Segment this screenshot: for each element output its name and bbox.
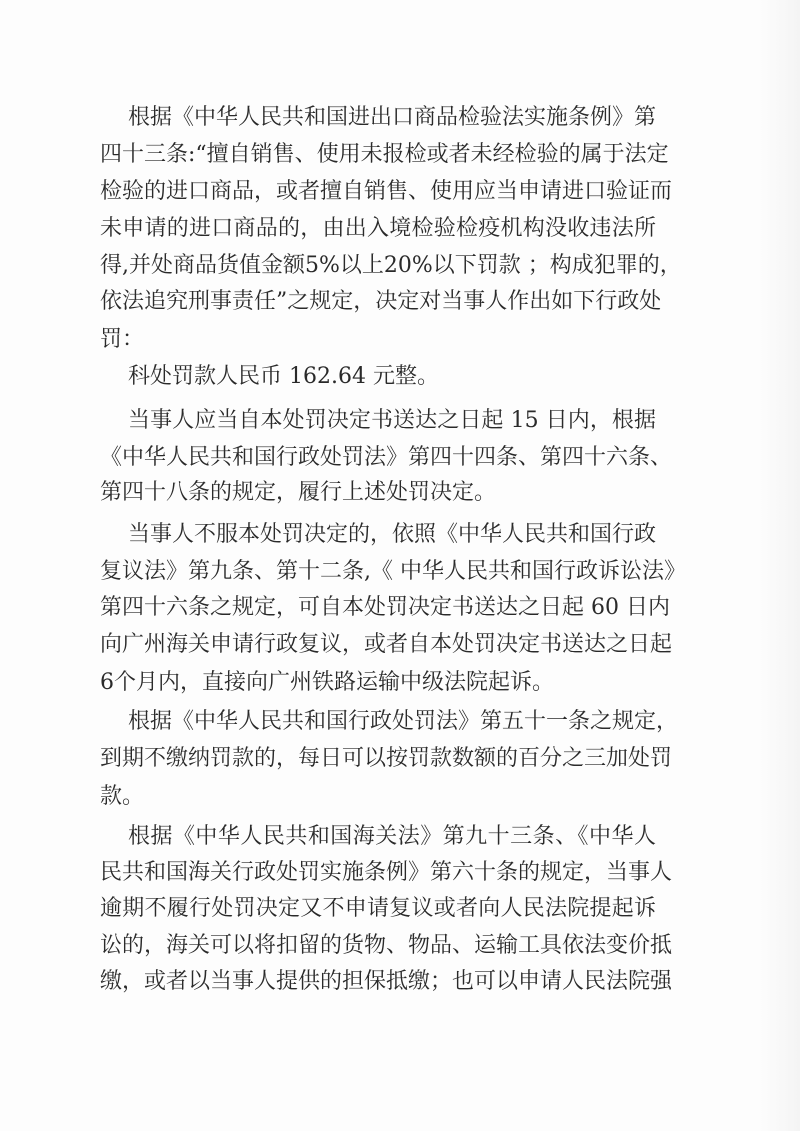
legal-basis-paragraph-line: 罚： [100,327,145,352]
appeal-rights-paragraph-line: 6个月内，直接向广州铁路运输中级法院起诉。 [100,670,554,695]
enforcement-paragraph-line: 民共和国海关行政处罚实施条例》第六十条的规定，当事人 [100,860,673,885]
late-fee-paragraph-line: 款。 [100,784,145,809]
legal-basis-paragraph-line: 四十三条:“擅自销售、使用未报检或者未经检验的属于法定 [100,142,669,167]
payment-deadline-paragraph-line: 当事人应当自本处罚决定书送达之日起 15 日内，根据 [128,408,656,433]
late-fee-paragraph-line: 根据《中华人民共和国行政处罚法》第五十一条之规定， [128,709,679,734]
legal-basis-paragraph-line: 未申请的进口商品的，由出入境检验检疫机构没收违法所 [100,216,656,241]
appeal-rights-paragraph-line: 第四十六条之规定，可自本处罚决定书送达之日起 60 日内 [100,595,670,620]
legal-basis-paragraph-line: 根据《中华人民共和国进出口商品检验法实施条例》第 [128,105,657,130]
scan-shadow [760,0,800,1131]
legal-basis-paragraph-line: 检验的进口商品，或者擅自销售、使用应当申请进口验证而 [100,179,673,204]
legal-basis-paragraph-line: 依法追究刑事责任”之规定，决定对当事人作出如下行政处 [100,289,662,314]
enforcement-paragraph-line: 缴，或者以当事人提供的担保抵缴；也可以申请人民法院强 [100,969,673,994]
enforcement-paragraph-line: 讼的，海关可以将扣留的货物、物品、运输工具依法变价抵 [100,933,673,958]
appeal-rights-paragraph-line: 向广州海关申请行政复议，或者自本处罚决定书送达之日起 [100,632,673,657]
appeal-rights-paragraph-line: 复议法》第九条、第十二条,《 中华人民共和国行政诉讼法》 [100,559,686,584]
penalty-amount-paragraph-line: 科处罚款人民币 162.64 元整。 [128,364,439,389]
payment-deadline-paragraph-line: 第四十八条的规定，履行上述处罚决定。 [100,480,497,505]
late-fee-paragraph-line: 到期不缴纳罚款的，每日可以按罚款数额的百分之三加处罚 [100,746,673,771]
enforcement-paragraph-line: 逾期不履行处罚决定又不申请复议或者向人民法院提起诉 [100,896,656,921]
payment-deadline-paragraph-line: 《中华人民共和国行政处罚法》第四十四条、第四十六条、 [100,445,673,470]
enforcement-paragraph-line: 根据《中华人民共和国海关法》第九十三条、《中华人 [128,824,656,849]
appeal-rights-paragraph-line: 当事人不服本处罚决定的，依照《中华人民共和国行政 [128,522,657,547]
legal-basis-paragraph-line: 得,并处商品货值金额5%以上20%以下罚款 ；构成犯罪的， [100,253,682,278]
